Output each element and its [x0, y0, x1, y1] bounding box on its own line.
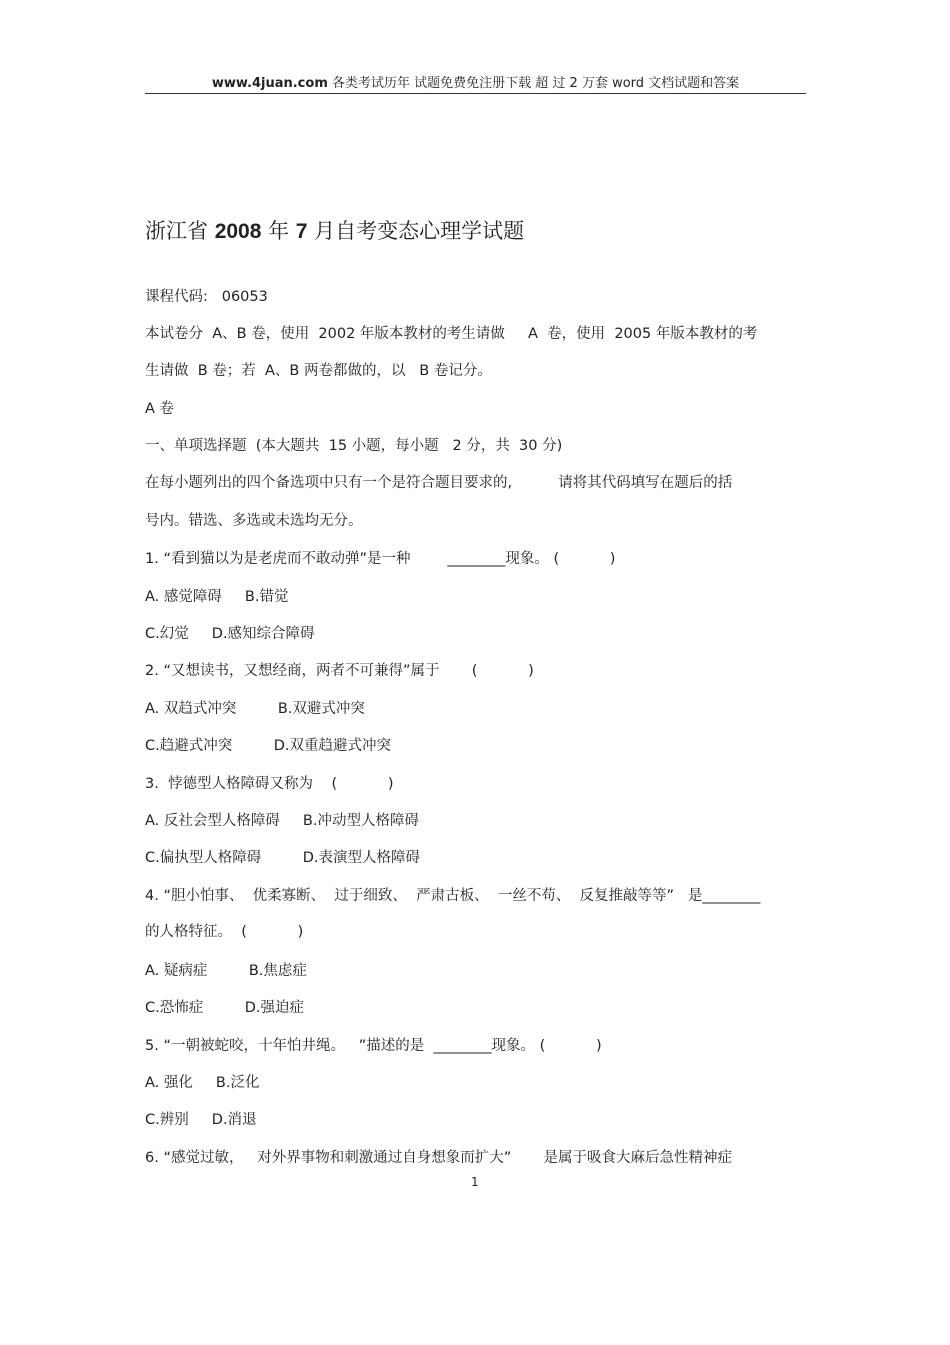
page-header	[145, 72, 806, 91]
title-part: 浙江省	[145, 219, 215, 243]
volume-label: A 卷	[145, 401, 175, 417]
question-options: C.辨别 D.消退	[145, 1112, 257, 1128]
question-stem: 2. “又想读书，又想经商，两者不可兼得”属于 ( )	[145, 663, 534, 679]
title-part: 年	[261, 219, 296, 243]
question-options: C.幻觉 D.感知综合障碍	[145, 626, 315, 642]
question-stem: 的人格特征。 ( )	[145, 924, 304, 940]
question-options: C.恐怖症 D.强迫症	[145, 1000, 304, 1016]
question-options: C.趋避式冲突 D.双重趋避式冲突	[145, 738, 391, 754]
instruction-line: 生请做 B 卷；若 A、B 两卷都做的，以 B 卷记分。	[145, 363, 492, 379]
course-code: 课程代码: 06053	[145, 289, 268, 305]
question-stem: 1. “看到猫以为是老虎而不敢动弹”是一种 ________现象。 ( )	[145, 551, 616, 567]
question-stem: 4. “胆小怕事、 优柔寡断、 过于细致、 严肃古板、 一丝不苟、 反复推敲等等” 是________	[145, 888, 761, 904]
question-stem: 6. “感觉过敏， 对外界事物和刺激通过自身想象而扩大” 是属于吸食大麻后急性精神症	[145, 1150, 733, 1166]
header-text: 各类考试历年 试题免费免注册下载 超 过 2 万套 word 文档试题和答案	[327, 76, 740, 91]
title-year: 2008	[214, 220, 262, 243]
question-options: A. 感觉障碍 B.错觉	[145, 589, 289, 605]
question-options: A. 疑病症 B.焦虑症	[145, 963, 307, 979]
question-stem: 5. “一朝被蛇咬，十年怕井绳。 ”描述的是 ________现象。 ( )	[145, 1038, 602, 1054]
title-month: 7	[295, 220, 308, 243]
question-options: A. 双趋式冲突 B.双避式冲突	[145, 701, 365, 717]
question-options: A. 强化 B.泛化	[145, 1075, 260, 1091]
header-site: www.4juan.com	[211, 76, 328, 91]
question-stem: 3. 悖德型人格障碍又称为 ( )	[145, 776, 394, 792]
title-part: 月自考变态心理学试题	[307, 219, 525, 243]
question-options: C.偏执型人格障碍 D.表演型人格障碍	[145, 850, 420, 866]
section-instruction: 号内。错选、多选或未选均无分。	[145, 513, 363, 529]
page-number: 1	[471, 1175, 479, 1189]
section-heading: 一、单项选择题 (本大题共 15 小题，每小题 2 分，共 30 分)	[145, 438, 563, 454]
document-title	[145, 215, 524, 245]
header-divider	[145, 93, 806, 94]
instruction-line: 本试卷分 A、B 卷，使用 2002 年版本教材的考生请做 A 卷，使用 2005 年版本教材的考	[145, 326, 758, 342]
question-options: A. 反社会型人格障碍 B.冲动型人格障碍	[145, 813, 419, 829]
section-instruction: 在每小题列出的四个备选项中只有一个是符合题目要求的, 请将其代码填写在题后的括	[145, 475, 733, 491]
